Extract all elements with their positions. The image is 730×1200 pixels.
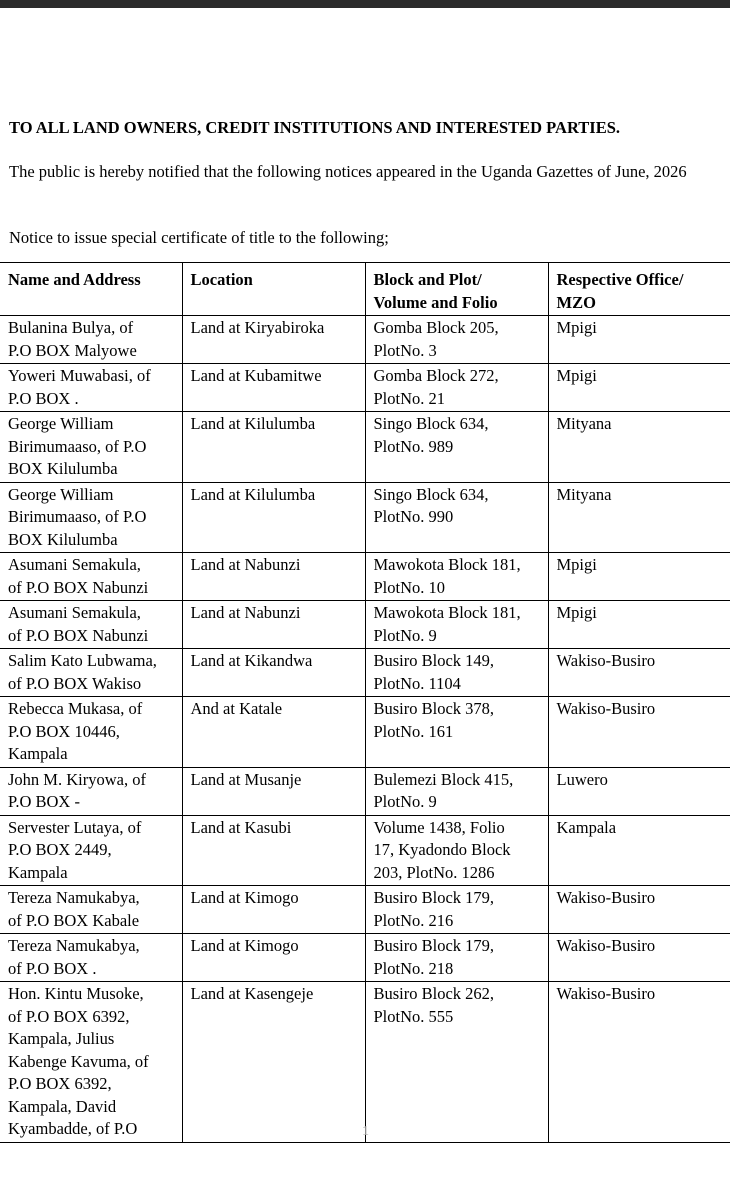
top-edge-bar	[0, 0, 730, 8]
name-address-cell: Yoweri Muwabasi, of P.O BOX .	[0, 364, 182, 412]
block-plot-cell: Gomba Block 205, PlotNo. 3	[365, 316, 548, 364]
table-row	[0, 767, 730, 815]
block-plot-cell: Mawokota Block 181, PlotNo. 9	[365, 601, 548, 649]
office-cell: Wakiso-Busiro	[548, 697, 730, 768]
location-cell: Land at Kasubi	[182, 815, 365, 886]
location-cell: And at Katale	[182, 697, 365, 768]
office-cell: Mpigi	[548, 601, 730, 649]
location-cell: Land at Musanje	[182, 767, 365, 815]
table-body	[0, 316, 730, 1143]
table-row	[0, 982, 730, 1143]
notices-table	[0, 262, 730, 1143]
office-cell: Mityana	[548, 412, 730, 483]
table-row	[0, 482, 730, 553]
table-row	[0, 316, 730, 364]
office-cell: Wakiso-Busiro	[548, 982, 730, 1143]
block-plot-cell: Bulemezi Block 415, PlotNo. 9	[365, 767, 548, 815]
table-row	[0, 886, 730, 934]
block-plot-cell: Busiro Block 262, PlotNo. 555	[365, 982, 548, 1143]
block-plot-cell: Busiro Block 179, PlotNo. 218	[365, 934, 548, 982]
name-address-cell: George William Birimumaaso, of P.O BOX Kilulumba	[0, 482, 182, 553]
name-address-cell: John M. Kiryowa, of P.O BOX -	[0, 767, 182, 815]
location-cell: Land at Kiryabiroka	[182, 316, 365, 364]
page-number: 1	[362, 1124, 369, 1139]
name-address-cell: Servester Lutaya, of P.O BOX 2449, Kampala	[0, 815, 182, 886]
table-row	[0, 364, 730, 412]
name-address-cell: Hon. Kintu Musoke, of P.O BOX 6392, Kampala, Julius Kabenge Kavuma, of P.O BOX 6392, Kampala, David Kyambadde, of P.O	[0, 982, 182, 1143]
office-cell: Mityana	[548, 482, 730, 553]
header-block-plot: Block and Plot/ Volume and Folio	[365, 263, 548, 316]
location-cell: Land at Nabunzi	[182, 601, 365, 649]
office-cell: Mpigi	[548, 553, 730, 601]
header-office: Respective Office/ MZO	[548, 263, 730, 316]
block-plot-cell: Singo Block 634, PlotNo. 989	[365, 412, 548, 483]
office-cell: Wakiso-Busiro	[548, 934, 730, 982]
block-plot-cell: Busiro Block 378, PlotNo. 161	[365, 697, 548, 768]
block-plot-cell: Volume 1438, Folio 17, Kyadondo Block 203, PlotNo. 1286	[365, 815, 548, 886]
location-cell: Land at Kilulumba	[182, 412, 365, 483]
block-plot-cell: Singo Block 634, PlotNo. 990	[365, 482, 548, 553]
office-cell: Mpigi	[548, 364, 730, 412]
table-row	[0, 553, 730, 601]
name-address-cell: Bulanina Bulya, of P.O BOX Malyowe	[0, 316, 182, 364]
table-row	[0, 601, 730, 649]
office-cell: Kampala	[548, 815, 730, 886]
table-row	[0, 697, 730, 768]
location-cell: Land at Kimogo	[182, 886, 365, 934]
block-plot-cell: Mawokota Block 181, PlotNo. 10	[365, 553, 548, 601]
office-cell: Wakiso-Busiro	[548, 886, 730, 934]
block-plot-cell: Gomba Block 272, PlotNo. 21	[365, 364, 548, 412]
block-plot-cell: Busiro Block 149, PlotNo. 1104	[365, 649, 548, 697]
name-address-cell: Salim Kato Lubwama, of P.O BOX Wakiso	[0, 649, 182, 697]
table-row	[0, 412, 730, 483]
location-cell: Land at Kikandwa	[182, 649, 365, 697]
table-header-row	[0, 263, 730, 316]
notice-line: Notice to issue special certificate of title to the following;	[9, 228, 389, 247]
location-cell: Land at Kimogo	[182, 934, 365, 982]
name-address-cell: George William Birimumaaso, of P.O BOX Kilulumba	[0, 412, 182, 483]
name-address-cell: Asumani Semakula, of P.O BOX Nabunzi	[0, 553, 182, 601]
name-address-cell: Tereza Namukabya, of P.O BOX Kabale	[0, 886, 182, 934]
location-cell: Land at Kubamitwe	[182, 364, 365, 412]
table-row	[0, 934, 730, 982]
location-cell: Land at Kasengeje	[182, 982, 365, 1143]
location-cell: Land at Kilulumba	[182, 482, 365, 553]
name-address-cell: Tereza Namukabya, of P.O BOX .	[0, 934, 182, 982]
header-location: Location	[182, 263, 365, 316]
name-address-cell: Rebecca Mukasa, of P.O BOX 10446, Kampala	[0, 697, 182, 768]
office-cell: Wakiso-Busiro	[548, 649, 730, 697]
location-cell: Land at Nabunzi	[182, 553, 365, 601]
intro-paragraph: The public is hereby notified that the following notices appeared in the Uganda Gazettes of June, 2026	[9, 162, 687, 181]
block-plot-cell: Busiro Block 179, PlotNo. 216	[365, 886, 548, 934]
header-name-address: Name and Address	[0, 263, 182, 316]
office-cell: Luwero	[548, 767, 730, 815]
name-address-cell: Asumani Semakula, of P.O BOX Nabunzi	[0, 601, 182, 649]
document-heading: TO ALL LAND OWNERS, CREDIT INSTITUTIONS AND INTERESTED PARTIES.	[9, 118, 621, 137]
table-row	[0, 649, 730, 697]
table-row	[0, 815, 730, 886]
office-cell: Mpigi	[548, 316, 730, 364]
